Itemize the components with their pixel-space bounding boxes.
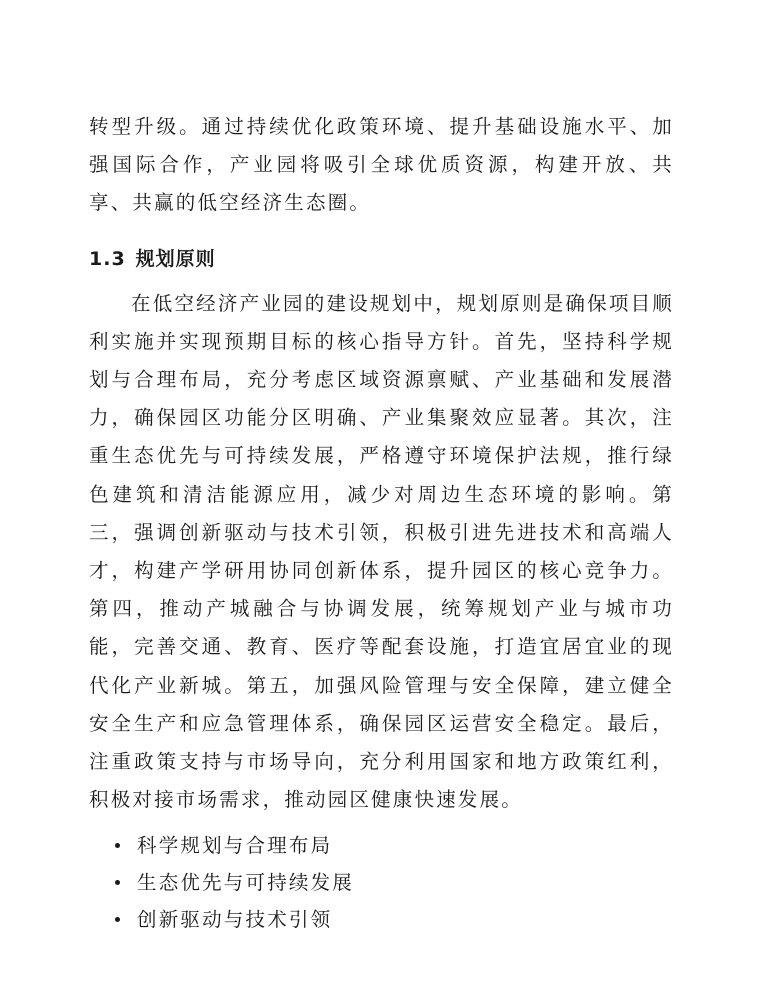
list-item	[89, 827, 674, 864]
paragraph-principles: 在低空经济产业园的建设规划中，规划原则是确保项目顺利实施并实现预期目标的核心指导方针。首先，坚持科学规划与合理布局，充分考虑区域资源禀赋、产业基础和发展潜力，确保园区功能分区明确、产业集聚效应显著。其次，注重生态优先与可持续发展，严格遵守环境保护法规，推行绿色建筑和清洁能源应用，减少对周边生态环境的影响。第三，强调创新驱动与技术引领，积极引进先进技术和高端人才，构建产学研用协同创新体系，提升园区的核心竞争力。第四，推动产城融合与协调发展，统筹规划产业与城市功能，完善交通、教育、医疗等配套设施，打造宜居宜业的现代化产业新城。第五，加强风险管理与安全保障，建立健全安全生产和应急管理体系，确保园区运营安全稳定。最后，注重政策支持与市场导向，充分利用国家和地方政策红利，积极对接市场需求，推动园区健康快速发展。	[89, 291, 674, 812]
bullet-icon	[115, 917, 120, 922]
section-number: 1.3	[89, 247, 126, 270]
list-item-text: 创新驱动与技术引领	[137, 908, 333, 932]
list-item	[89, 901, 674, 938]
bullet-list	[89, 827, 674, 938]
section-title: 规划原则	[135, 247, 216, 270]
list-item	[89, 864, 674, 901]
section-heading	[89, 247, 674, 271]
list-item-text: 生态优先与可持续发展	[137, 871, 355, 895]
list-item-text: 科学规划与合理布局	[137, 834, 333, 858]
paragraph-intro: 转型升级。通过持续优化政策环境、提升基础设施水平、加强国际合作，产业园将吸引全球优质资源，构建开放、共享、共赢的低空经济生态圈。	[89, 115, 674, 215]
bullet-icon	[115, 843, 120, 848]
bullet-icon	[115, 880, 120, 885]
document-page	[89, 108, 674, 938]
